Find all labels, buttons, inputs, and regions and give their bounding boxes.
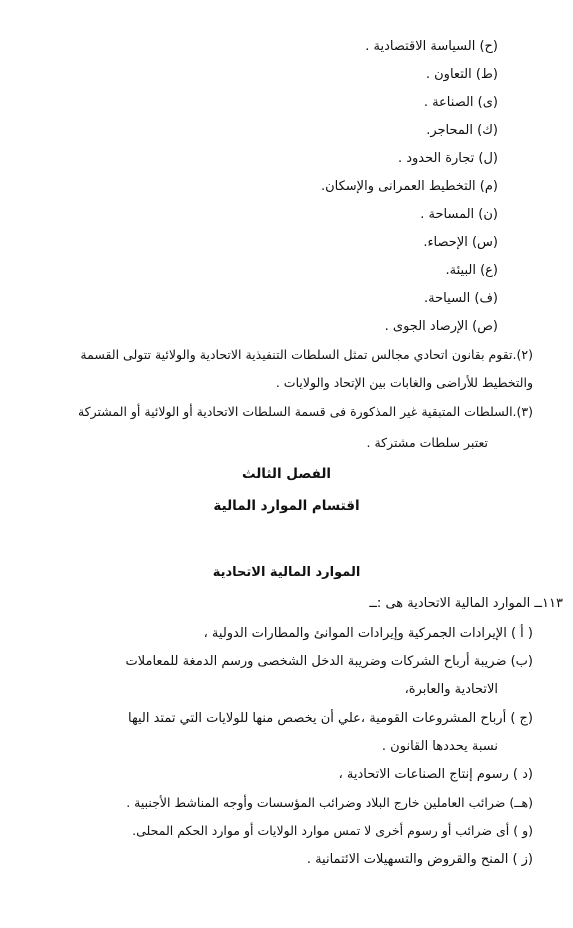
list-item-ayn: (ع) البيئة. — [445, 263, 498, 278]
list-item-mim: (م) التخطيط العمرانى والإسكان. — [320, 179, 498, 194]
resource-a: ( أ ) الإيرادات الجمركية وإيرادات الموانئ والمطارات الدولية ، — [203, 626, 533, 641]
list-item-sad: (ص) الإرصاد الجوى . — [384, 319, 498, 334]
list-item-lam: (ل) تجارة الحدود . — [397, 151, 498, 166]
resource-d: (د ) رسوم إنتاج الصناعات الاتحادية ، — [338, 767, 533, 782]
chapter-title: اقتسام الموارد المالية — [213, 498, 360, 514]
clause-2-line-1: (٢).تقوم بقانون اتحادي مجالس تمثل السلطات التنفيذية الاتحادية والولائية تتولى القسمة — [80, 347, 533, 362]
list-item-sin: (س) الإحصاء. — [423, 235, 498, 250]
article-113: ١١٣ــ الموارد المالية الاتحادية هى :ــ — [369, 596, 563, 611]
clause-3-line-1: (٣).السلطات المتبقية غير المذكورة فى قسمة السلطات الاتحادية أو الولائية أو المشتركة — [77, 404, 533, 419]
clause-3-line-2: تعتبر سلطات مشتركة . — [366, 435, 488, 450]
resource-b-line-1: (ب) ضريبة أرباح الشركات وضريبة الدخل الشخصى ورسم الدمغة للمعاملات — [125, 654, 533, 669]
resource-c-line-1: (ج ) أرباح المشروعات القومية ،علي أن يخصص منها للولايات التي تمتد اليها — [128, 711, 533, 726]
list-item-ya: (ى) الصناعة . — [423, 95, 498, 110]
chapter-heading: الفصل الثالث — [241, 466, 332, 482]
resource-f: (و ) أى ضرائب أو رسوم أخرى لا تمس موارد الولايات أو موارد الحكم المحلى. — [132, 823, 533, 838]
section-title: الموارد المالية الاتحادية — [212, 565, 361, 580]
list-item-ha: (ح) السياسة الاقتصادية . — [365, 39, 498, 54]
list-item-kaf: (ك) المحاجر. — [426, 123, 498, 138]
list-item-nun: (ن) المساحة . — [420, 207, 498, 222]
resource-e: (هــ) ضرائب العاملين خارج البلاد وضرائب المؤسسات وأوجه المناشط الأجنبية . — [126, 795, 533, 810]
resource-g: (ز ) المنح والقروض والتسهيلات الائتمانية . — [306, 852, 533, 867]
list-item-fa: (ف) السياحة. — [424, 291, 498, 306]
resource-b-line-2: الاتحادية والعابرة، — [404, 682, 498, 697]
resource-c-line-2: نسبة يحددها القانون . — [381, 739, 498, 754]
clause-2-line-2: والتخطيط للأراضى والغابات بين الإتحاد والولايات . — [275, 375, 533, 390]
list-item-ta: (ط) التعاون . — [425, 67, 498, 82]
